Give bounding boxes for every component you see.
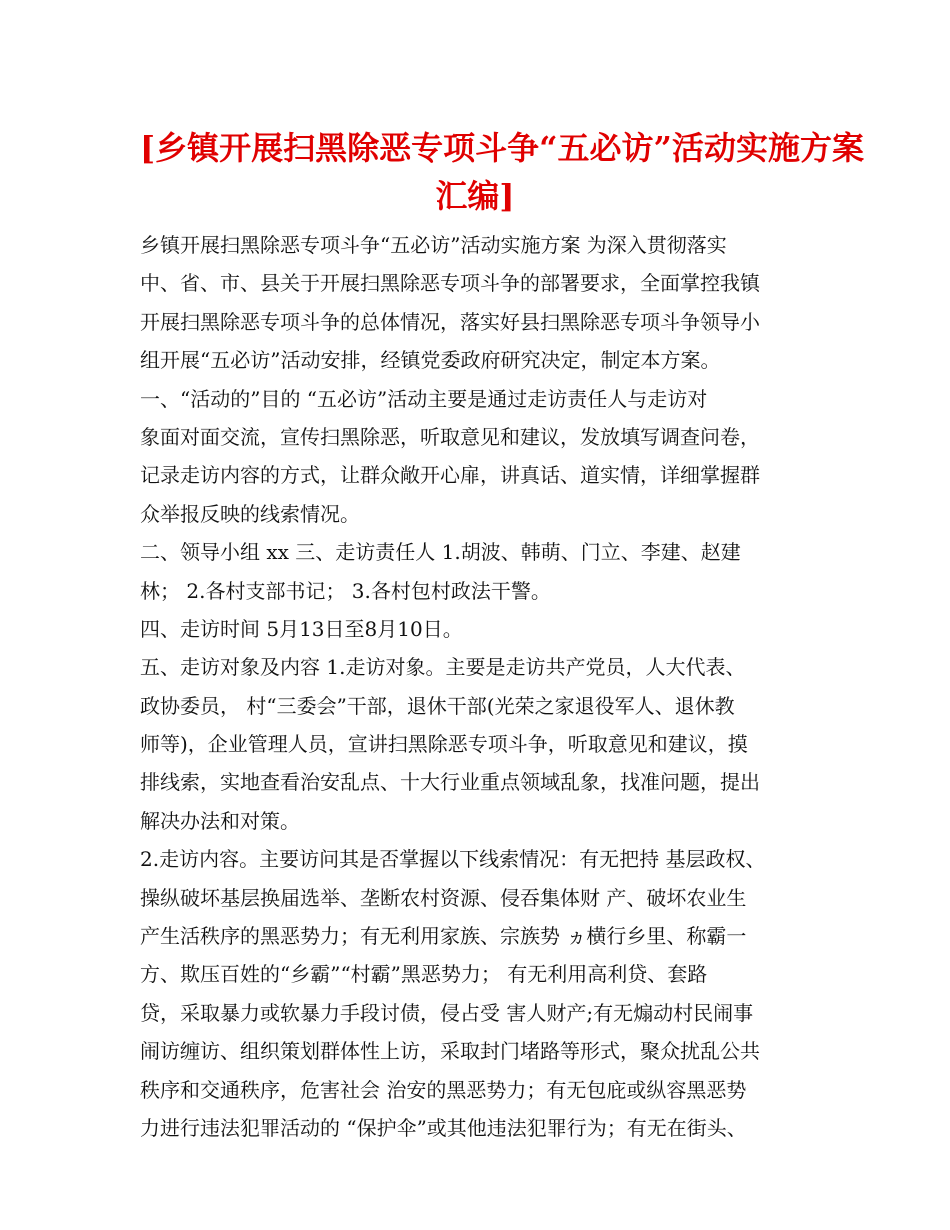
body-line: 排线索，实地查看治安乱点、十大行业重点领域乱象，找准问题，提出 — [140, 770, 760, 795]
body-line: 2.走访内容。主要访问其是否掌握以下线索情况：有无把持 基层政权、 — [140, 847, 766, 872]
body-line: 四、走访时间 5月13日至8月10日。 — [140, 616, 463, 641]
body-line: 闹访缠访、组织策划群体性上访，采取封门堵路等形式，聚众扰乱公共 — [140, 1039, 760, 1064]
body-line: 产生活秩序的黑恶势力；有无利用家族、宗族势 ヵ横行乡里、称霸一 — [140, 924, 747, 949]
document-body — [140, 226, 840, 1147]
body-line: 乡镇开展扫黑除恶专项斗争“五必访”活动实施方案 为深入贯彻落实 — [140, 233, 727, 257]
body-line: 秩序和交通秩序，危害社会 治安的黑恶势力；有无包庇或纵容黑恶势 — [140, 1077, 747, 1102]
body-line: 组开展“五必访”活动安排，经镇党委政府研究决定，制定本方案。 — [140, 348, 721, 373]
body-line: 贷，采取暴力或软暴力手段讨债，侵占受 害人财产;有无煽动村民闹事 — [140, 1000, 754, 1025]
body-line: 一、“活动的”目的 “五必访”活动主要是通过走访责任人与走访对 — [140, 386, 708, 411]
body-line: 记录走访内容的方式，让群众敞开心扉，讲真话、道实情，详细掌握群 — [140, 463, 760, 488]
body-line: 林； 2.各村支部书记； 3.各村包村政法干警。 — [140, 578, 551, 603]
body-line: 师等)，企业管理人员，宣讲扫黑除恶专项斗争，听取意见和建议，摸 — [140, 732, 748, 757]
body-line: 中、省、市、县关于开展扫黑除恶专项斗争的部署要求，全面掌控我镇 — [140, 271, 760, 296]
body-line: 众举报反映的线索情况。 — [140, 501, 360, 526]
document-title-line-2: 汇编] — [435, 177, 515, 215]
body-line: 五、走访对象及内容 1.走访对象。主要是走访共产党员，人大代表、 — [140, 655, 746, 680]
document-title-line-1: [乡镇开展扫黑除恶专项斗争“五必访”活动实施方案 — [140, 129, 864, 167]
body-line: 政协委员， 村“三委会”干部，退休干部(光荣之家退役军人、退休教 — [140, 693, 735, 718]
body-line: 操纵破坏基层换届选举、垄断农村资源、侵吞集体财 产、破坏农业生 — [140, 885, 747, 910]
body-line: 开展扫黑除恶专项斗争的总体情况，落实好县扫黑除恶专项斗争领导小 — [140, 309, 760, 334]
body-line: 象面对面交流，宣传扫黑除恶，听取意见和建议，发放填写调查问卷， — [140, 424, 760, 449]
body-line: 解决办法和对策。 — [140, 808, 300, 833]
body-line: 力进行违法犯罪活动的 “保护伞”或其他违法犯罪行为；有无在街头、 — [140, 1115, 747, 1140]
body-line: 二、领导小组 xx 三、走访责任人 1.胡波、韩萌、门立、李建、赵建 — [140, 540, 741, 565]
body-line: 方、欺压百姓的“乡霸”“村霸”黑恶势力； 有无利用高利贷、套路 — [140, 962, 708, 987]
